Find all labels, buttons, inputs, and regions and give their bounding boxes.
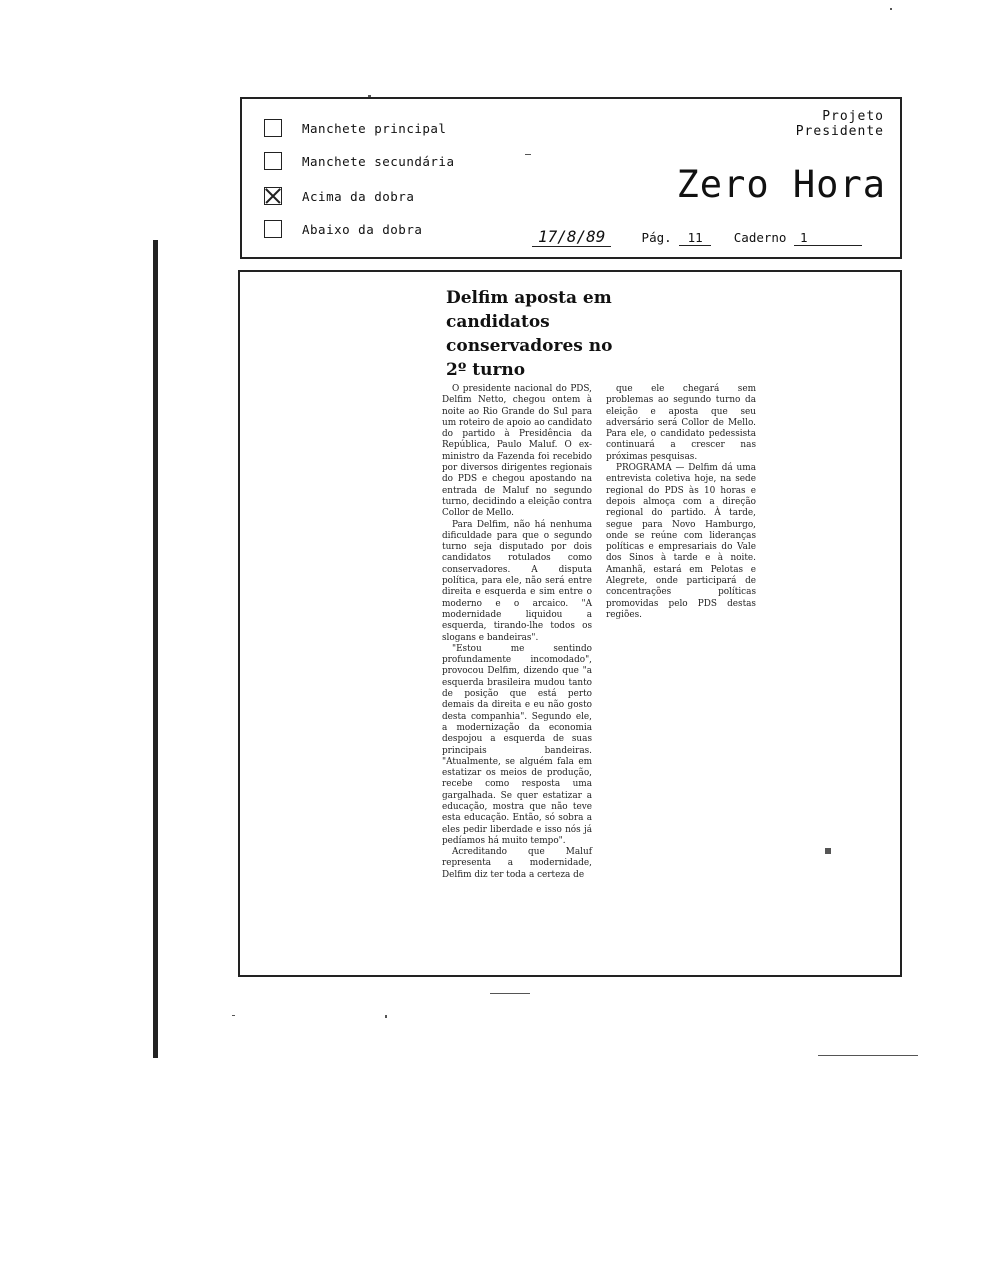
article-headline: Delfim aposta em candidatos conservadores no 2º turno [446, 288, 613, 380]
checklist-label: Acima da dobra [302, 188, 415, 204]
checklist-item-manchete-principal[interactable] [264, 119, 446, 137]
page-value: 11 [679, 230, 711, 246]
paragraph: que ele chegará sem problemas ao segundo turno da eleição e aposta que seu adversário será Collor de Mello. Para ele, o candidato pedessista continuará a crescer nas próximas pesquisas. [606, 384, 756, 462]
checklist-label: Abaixo da dobra [302, 221, 423, 237]
checkbox-checked[interactable] [264, 187, 282, 205]
section-value: 1 [794, 230, 862, 246]
newspaper-name: Zero Hora [676, 163, 886, 206]
date-value: 17/8/89 [532, 227, 611, 247]
paragraph: O presidente nacional do PDS, Delfim Netto, chegou ontem à noite ao Rio Grande do Sul para um roteiro de apoio ao candidato do partido à Presidência da República, Paulo Maluf. O ex-ministro da Fazenda foi recebido por diversos dirigentes regionais do PDS e chegou apostando na entrada de Maluf no segundo turno, decidindo a eleição contra Collor de Mello. [442, 384, 592, 519]
checkbox-empty[interactable] [264, 119, 282, 137]
scan-speck [825, 848, 831, 854]
checklist-label: Manchete secundária [302, 153, 455, 169]
clipping-header-form [240, 97, 902, 259]
checkbox-empty[interactable] [264, 152, 282, 170]
scan-speck [368, 95, 371, 97]
scan-speck [818, 1055, 918, 1056]
article-column-2 [606, 384, 756, 621]
paragraph: Acreditando que Maluf representa a modernidade, Delfim diz ter toda a certeza de [442, 847, 592, 880]
scan-edge-bar [153, 240, 158, 1058]
article-column-1 [442, 384, 592, 881]
project-line-1: Projeto [822, 109, 884, 124]
checklist-item-acima-da-dobra[interactable] [264, 187, 414, 205]
section-label: Caderno [733, 230, 787, 245]
scan-speck [232, 1015, 235, 1016]
page-label: Pág. [641, 230, 672, 245]
paragraph: PROGRAMA — Delfim dá uma entrevista coletiva hoje, na sede regional do PDS às 10 horas e depois almoça com a direção regional do partido. À tarde, segue para Novo Hamburgo, onde se reúne com lideranças políticas e empresariais do Vale dos Sinos à tarde e à noite. Amanhã, estará em Pelotas e Alegrete, onde participará de concentrações políticas promovidas pelo PDS destas regiões. [606, 463, 756, 620]
project-label [796, 109, 884, 139]
checkbox-empty[interactable] [264, 220, 282, 238]
scan-speck [385, 1015, 387, 1018]
article-clipping-frame [238, 270, 902, 977]
scan-speck [525, 154, 531, 155]
paragraph: Para Delfim, não há nenhuma dificuldade para que o segundo turno seja disputado por dois candidatos rotulados como conservadores. A disputa política, para ele, não será entre direita e esquerda e sim entre o moderno e o arcaico. "A modernidade liquidou a esquerda, tirando-lhe todos os slogans e bandeiras". [442, 519, 592, 643]
checklist-item-abaixo-da-dobra[interactable] [264, 220, 422, 238]
paragraph: "Estou me sentindo profundamente incomodado", provocou Delfim, dizendo que "a esquerda brasileira mudou tanto de posição que está perto demais da direita e eu não gosto desta companhia". Segundo ele, a modernização da economia despojou a esquerda de suas principais bandeiras. "Atualmente, se alguém fala em estatizar os meios de produção, recebe como resposta uma gargalhada. Se quer estatizar a educação, mostra que não teve esta educação. Então, só sobra a eles pedir liberdade e isso nós já pedíamos há muito tempo". [442, 643, 592, 846]
checklist-item-manchete-secundaria[interactable] [264, 152, 455, 170]
project-line-2: Presidente [795, 124, 884, 139]
checklist-label: Manchete principal [302, 120, 447, 136]
scan-speck [490, 993, 530, 994]
clipping-meta [532, 227, 862, 247]
scan-speck [890, 8, 892, 10]
